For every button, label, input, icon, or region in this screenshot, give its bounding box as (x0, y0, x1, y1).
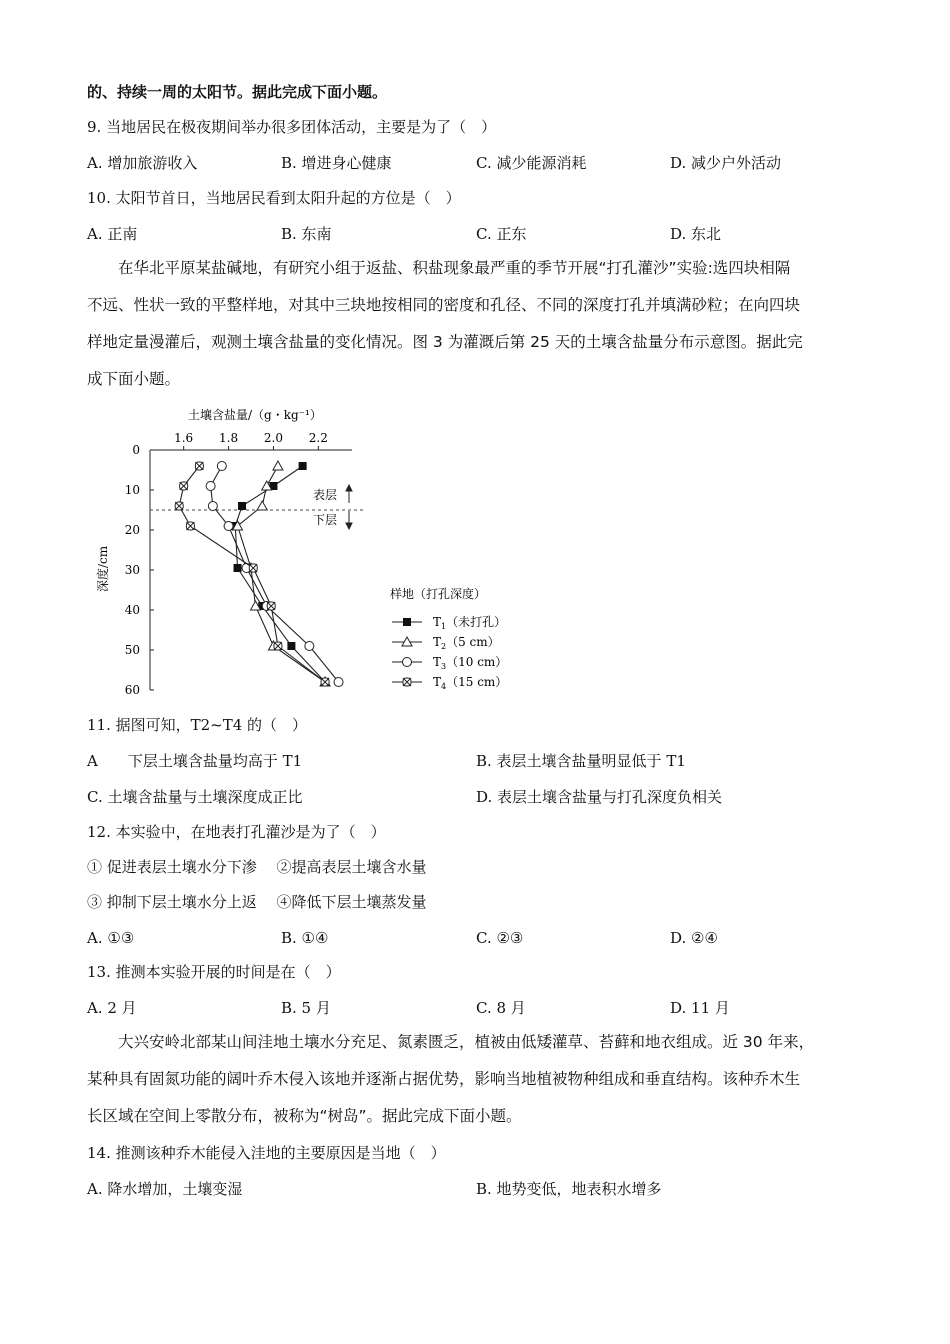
passage3-line-3: 长区域在空间上零散分布，被称为“树岛”。据此完成下面小题。 (87, 1107, 522, 1125)
data-point-t4 (321, 678, 329, 686)
legend-label-t3: $T_3(10$ cm） (433, 655, 508, 671)
y-tick-label: 50 (124, 643, 140, 657)
data-point-t1 (238, 502, 246, 510)
chart-y-axis-label: 深度/cm (96, 545, 110, 592)
question-10-stem: 10. 太阳节首日，当地居民看到太阳升起的方位是（ ） (87, 189, 461, 207)
data-point-t4 (195, 462, 203, 470)
x-tick-label: 2.2 (308, 431, 328, 445)
y-tick-label: 40 (124, 603, 140, 617)
data-point-t2 (257, 501, 267, 510)
q14-option-b[interactable]: B. 地势变低，地表积水增多 (476, 1180, 662, 1198)
x-tick-label: 2.0 (263, 431, 283, 445)
q12-option-c[interactable]: C. ②③ (476, 929, 524, 947)
data-point-t3 (305, 642, 314, 651)
q14-option-a[interactable]: A. 降水增加，土壤变湿 (87, 1180, 243, 1198)
legend-label-t2: $T_2(5$ cm） (433, 635, 500, 651)
data-point-t4 (267, 602, 275, 610)
data-point-t4 (186, 522, 194, 530)
question-14-stem: 14. 推测该种乔木能侵入洼地的主要原因是当地（ ） (87, 1144, 446, 1162)
legend-marker-t1 (403, 618, 411, 626)
passage2-line-4: 成下面小题。 (87, 370, 181, 388)
q10-option-a[interactable]: A. 正南 (87, 225, 138, 243)
q12-option-b[interactable]: B. ①④ (281, 929, 329, 947)
q12-option-d[interactable]: D. ②④ (670, 929, 718, 947)
q11-option-a[interactable]: A 下层土壤含盐量均高于 T1 (87, 752, 303, 770)
legend-marker-t4 (403, 678, 411, 686)
data-point-t3 (224, 522, 233, 531)
q10-option-c[interactable]: C. 正东 (476, 225, 527, 243)
data-point-t1 (299, 462, 307, 470)
passage2-line-2: 不远、性状一致的平整样地，对其中三块地按相同的密度和孔径、不同的深度打孔并填满砂粒；在向四块 (87, 296, 801, 314)
q9-option-c[interactable]: C. 减少能源消耗 (476, 154, 587, 172)
layer-arrows (346, 485, 352, 529)
y-tick-label: 60 (124, 683, 140, 697)
q11-option-c[interactable]: C. 土壤含盐量与土壤深度成正比 (87, 788, 303, 806)
y-tick-label: 0 (132, 443, 140, 457)
data-point-t1 (234, 564, 242, 572)
y-tick-label: 20 (124, 523, 140, 537)
passage2-line-1: 在华北平原某盐碱地，有研究小组于返盐、积盐现象最严重的季节开展“打孔灌沙”实验:选四块相隔 (118, 259, 791, 277)
q12-option-a[interactable]: A. ①③ (87, 929, 135, 947)
q11-option-b[interactable]: B. 表层土壤含盐量明显低于 T1 (476, 752, 686, 770)
legend-marker-t3 (403, 658, 412, 667)
y-tick-label: 10 (124, 483, 140, 497)
q10-option-b[interactable]: B. 东南 (281, 225, 332, 243)
passage-tail: 的、持续一周的太阳节。据此完成下面小题。 (87, 83, 388, 101)
passage2-line-3: 样地定量漫灌后，观测土壤含盐量的变化情况。图 3 为灌溉后第 25 天的土壤含盐量分布示意图。据此完 (87, 333, 803, 351)
chart-x-axis-label: 土壤含盐量/（g・kg⁻¹） (188, 408, 322, 422)
passage3-line-2: 某种具有固氮功能的阔叶乔木侵入该地并逐渐占据优势，影响当地植被物种组成和垂直结构。该种乔木生 (87, 1070, 801, 1088)
question-11-stem: 11. 据图可知，T2~T4 的（ ） (87, 716, 308, 734)
data-point-t4 (175, 502, 183, 510)
q9-option-a[interactable]: A. 增加旅游收入 (87, 154, 198, 172)
surface-layer-label: 表层 (313, 488, 338, 502)
data-point-t3 (217, 462, 226, 471)
data-point-t3 (206, 482, 215, 491)
legend-label-t1: $T_1$（未打孔） (433, 615, 507, 631)
q9-option-b[interactable]: B. 增进身心健康 (281, 154, 392, 172)
data-point-t4 (249, 564, 257, 572)
q11-option-d[interactable]: D. 表层土壤含盐量与打孔深度负相关 (476, 788, 723, 806)
data-point-t3 (208, 502, 217, 511)
data-point-t1 (287, 642, 295, 650)
q13-option-b[interactable]: B. 5 月 (281, 999, 331, 1017)
lower-layer-label: 下层 (313, 513, 338, 527)
passage-tree-island (87, 1024, 867, 1135)
data-point-t4 (274, 642, 282, 650)
q10-option-d[interactable]: D. 东北 (670, 225, 722, 243)
passage3-line-1: 大兴安岭北部某山间洼地土壤水分充足、氮素匮乏，植被由低矮灌草、苔藓和地衣组成。近 30 年来， (118, 1033, 815, 1051)
q9-option-d[interactable]: D. 减少户外活动 (670, 154, 782, 172)
q12-item-row-1: ① 促进表层土壤水分下渗 ②提高表层土壤含水量 (87, 858, 427, 876)
data-point-t3 (334, 678, 343, 687)
data-point-t4 (180, 482, 188, 490)
x-tick-label: 1.6 (174, 431, 194, 445)
q12-item-row-2: ③ 抑制下层土壤水分上返 ④降低下层土壤蒸发量 (87, 893, 427, 911)
legend-label-t4: $T_4(15$ cm） (433, 675, 508, 691)
data-point-t2 (273, 461, 283, 470)
q13-option-c[interactable]: C. 8 月 (476, 999, 526, 1017)
y-tick-label: 30 (124, 563, 140, 577)
x-tick-label: 1.8 (219, 431, 239, 445)
soil-salinity-chart (95, 400, 535, 700)
q13-option-a[interactable]: A. 2 月 (87, 999, 137, 1017)
passage-saline-experiment (87, 250, 867, 398)
question-12-stem: 12. 本实验中，在地表打孔灌沙是为了（ ） (87, 823, 386, 841)
legend-title: 样地（打孔深度） (390, 587, 487, 601)
question-9-stem: 9. 当地居民在极夜期间举办很多团体活动，主要是为了（ ） (87, 118, 497, 136)
q13-option-d[interactable]: D. 11 月 (670, 999, 730, 1017)
question-13-stem: 13. 推测本实验开展的时间是在（ ） (87, 963, 341, 981)
